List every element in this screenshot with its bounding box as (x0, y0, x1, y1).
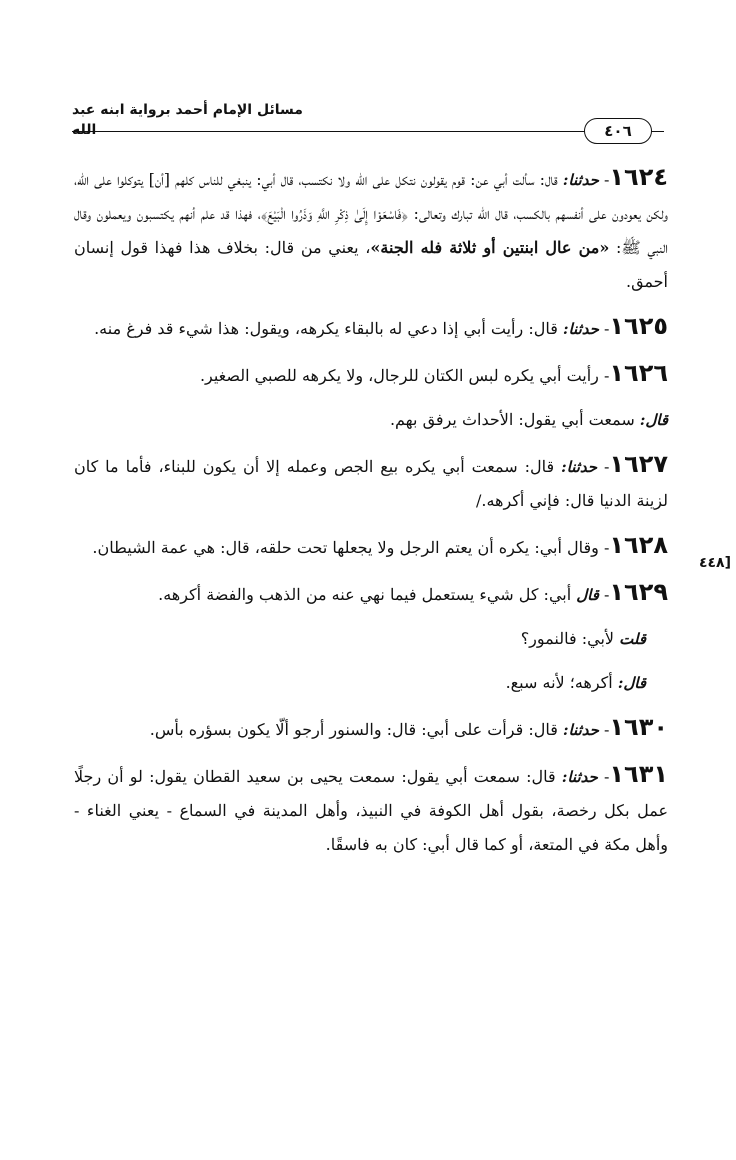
entry-number: ١٦٢٦ (609, 359, 668, 387)
entry-text: قال: سمعت أبي يقول: سمعت يحيى بن سعيد القطان يقول: لو أن رجلًا عمل بكل رخصة، بقول أهل الكوفة في النبيذ، وأهل المدينة في السماع - يعني الغناء - وأهل مكة في المتعة، أو كما قال أبي: كان به فاسقًا. (74, 767, 669, 854)
entry-lead: حدثنا: (561, 458, 598, 476)
entry-text: أكرهه؛ لأنه سبع. (505, 673, 618, 692)
entry-1631 (74, 757, 668, 862)
entry-1626 (74, 356, 668, 393)
entry-1628 (74, 528, 668, 565)
entry-text: أبي: كل شيء يستعمل فيما نهي عنه من الذهب والفضة أكرهه. (158, 585, 577, 604)
margin-page-reference: [٤٤٨ (698, 555, 731, 571)
entry-separator: - (598, 366, 610, 385)
entry-text: قال: سمعت أبي يكره بيع الجص وعمله إلا أن يكون للبناء، فأما ما كان لزينة الدنيا قال: فإني أكرهه./ (74, 457, 668, 510)
running-title: مسائل الإمام أحمد برواية ابنه عبد الله (72, 102, 303, 138)
entry-text: قال: رأيت أبي إذا دعي له بالبقاء يكرهه، ويقول: هذا شيء قد فرغ منه. (94, 319, 563, 338)
hadith-quote: «من عال ابنتين أو ثلاثة فله الجنة» (370, 238, 610, 257)
entry-1629 (74, 575, 668, 612)
entry-separator: - (597, 457, 610, 476)
page-header (72, 100, 664, 148)
entry-lead: قال (576, 586, 599, 604)
entry-number: ١٦٢٩ (609, 578, 668, 606)
entry-1627 (74, 447, 668, 518)
entry-text: سمعت أبي يقول: الأحداث يرفق بهم. (389, 410, 640, 429)
entry-lead: قال: (639, 411, 668, 429)
entry-1629-question (74, 622, 668, 656)
entry-text-continued: ، يعني من قال: بخلاف هذا فهذا قول إنسان أحمق. (74, 238, 668, 291)
entry-number: ١٦٣١ (609, 760, 668, 788)
entry-1626-qal (74, 403, 668, 437)
entry-1629-answer (74, 666, 668, 700)
page-number: ٤٠٦ (584, 118, 652, 144)
entry-separator: - (598, 319, 610, 338)
entry-separator: - (598, 170, 610, 189)
entry-1630 (74, 710, 668, 747)
entry-number: ١٦٣٠ (609, 713, 668, 741)
entry-lead: حدثنا: (561, 768, 598, 786)
entry-text: رأيت أبي يكره لبس الكتان للرجال، ولا يكرهه للصبي الصغير. (199, 366, 599, 385)
entry-lead: قلت (619, 630, 646, 648)
entry-separator: - (597, 767, 610, 786)
page-body (74, 160, 668, 872)
entry-lead: قال: (617, 674, 646, 692)
entry-1624 (74, 160, 668, 299)
entry-1625 (74, 309, 668, 346)
entry-lead: حدثنا: (562, 320, 599, 338)
entry-separator: - (598, 720, 610, 739)
entry-lead: حدثنا: (562, 721, 599, 739)
entry-number: ١٦٢٨ (609, 531, 668, 559)
entry-text: لأبي: فالنمور؟ (520, 629, 620, 648)
entry-number: ١٦٢٥ (609, 312, 668, 340)
entry-separator: - (598, 585, 610, 604)
entry-text: وقال أبي: يكره أن يعتم الرجل ولا يجعلها تحت حلقه، قال: هي عمة الشيطان. (92, 538, 599, 557)
entry-text: قال: قرأت على أبي: قال: والسنور أرجو ألّا يكون بسؤره بأس. (149, 720, 563, 739)
entry-number: ١٦٢٤ (609, 163, 668, 191)
header-rule (72, 131, 664, 132)
entry-lead: حدثنا: (562, 171, 599, 189)
entry-separator: - (598, 538, 610, 557)
entry-number: ١٦٢٧ (609, 450, 669, 478)
entry-text: قال: سألت أبي عن: قوم يقولون نتكل على الله ولا نكتسب، قال أبي: ينبغي للناس كلهم [أن] يتوكلوا على الله، ولكن يعودون على أنفسهم بالكسب، قال الله تبارك وتعالى: ﴿فَاسْعَوْا إِلَىٰ ذِكْرِ اللَّهِ وَذَرُوا الْبَيْعَ﴾، فهذا قد علم أنهم يكتسبون ويعملون وقال النبي ﷺ: (74, 170, 669, 257)
